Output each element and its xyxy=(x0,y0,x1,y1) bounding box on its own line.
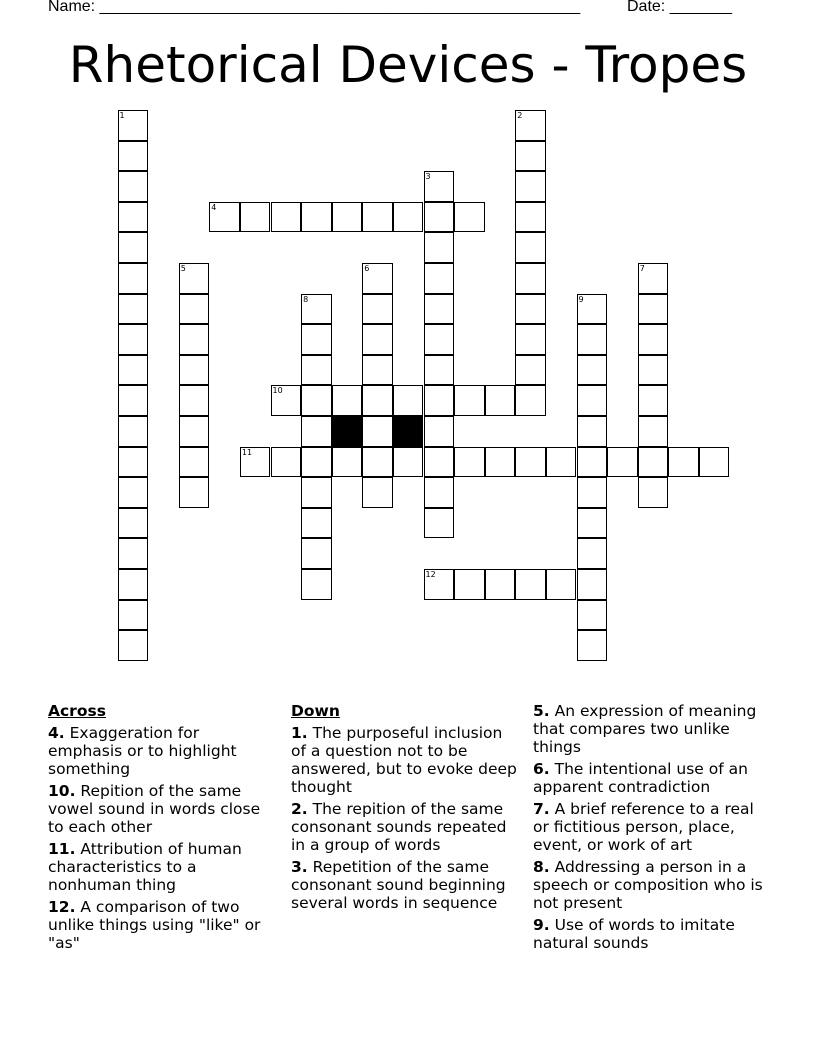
grid-cell[interactable] xyxy=(118,232,149,263)
grid-cell[interactable] xyxy=(362,294,393,325)
clue-number-label: 11 xyxy=(241,447,253,457)
grid-cell[interactable] xyxy=(118,294,149,325)
grid-cell[interactable] xyxy=(638,294,669,325)
clue-text: Addressing a person in a speech or composition who is not present xyxy=(533,858,763,912)
grid-cell[interactable] xyxy=(424,355,455,386)
black-cell xyxy=(332,416,363,447)
grid-cell[interactable] xyxy=(301,569,332,600)
grid-cell[interactable] xyxy=(424,171,455,202)
grid-cell[interactable] xyxy=(638,355,669,386)
grid-cell[interactable] xyxy=(362,385,393,416)
grid-cell[interactable] xyxy=(118,263,149,294)
grid-cell[interactable] xyxy=(118,110,149,141)
grid-cell[interactable] xyxy=(301,324,332,355)
grid-cell[interactable] xyxy=(179,294,210,325)
clue-number-label: 2 xyxy=(517,111,523,120)
grid-cell[interactable] xyxy=(118,171,149,202)
date-field[interactable]: Date: _______ xyxy=(627,0,732,15)
grid-cell[interactable] xyxy=(515,294,546,325)
across-heading: Across xyxy=(48,702,106,720)
clue-number: 7. xyxy=(533,800,550,818)
clue-number-label: 6 xyxy=(364,264,370,273)
clue-text: A brief reference to a real or fictitious person, place, event, or work of art xyxy=(533,800,754,854)
grid-cell[interactable] xyxy=(393,202,424,233)
grid-cell[interactable] xyxy=(454,202,485,233)
grid-cell[interactable] xyxy=(240,202,271,233)
grid-cell[interactable] xyxy=(699,447,730,478)
grid-cell[interactable] xyxy=(118,324,149,355)
clue-number-label: 3 xyxy=(425,172,431,182)
clue-number: 9. xyxy=(533,916,550,934)
grid-cell[interactable] xyxy=(301,477,332,508)
page-title: Rhetorical Devices - Tropes xyxy=(68,36,748,94)
clue-number: 5. xyxy=(533,702,550,720)
grid-cell[interactable] xyxy=(668,447,699,478)
grid-cell[interactable] xyxy=(515,263,546,294)
grid-cell[interactable] xyxy=(362,477,393,508)
grid-cell[interactable] xyxy=(118,355,149,386)
grid-cell[interactable] xyxy=(577,630,608,661)
grid-cell[interactable] xyxy=(301,416,332,447)
grid-cell[interactable] xyxy=(301,355,332,386)
grid-cell[interactable] xyxy=(271,385,302,416)
grid-cell[interactable] xyxy=(301,538,332,569)
clue-down-1 xyxy=(291,724,519,796)
grid-cell[interactable] xyxy=(546,447,577,478)
grid-cell[interactable] xyxy=(118,447,149,478)
grid-cell[interactable] xyxy=(362,447,393,478)
clue-number: 6. xyxy=(533,760,550,778)
grid-cell[interactable] xyxy=(515,110,546,141)
clue-text: The repition of the same consonant sounds repeated in a group of words xyxy=(291,800,507,854)
clue-text: The purposeful inclusion of a question not to be answered, but to evoke deep thought xyxy=(291,724,517,796)
grid-cell[interactable] xyxy=(577,477,608,508)
clue-down-9 xyxy=(533,916,773,952)
clue-number-label: 4 xyxy=(211,202,217,212)
grid-cell[interactable] xyxy=(515,569,546,600)
grid-cell[interactable] xyxy=(301,508,332,539)
grid-cell[interactable] xyxy=(424,263,455,294)
grid-cell[interactable] xyxy=(118,385,149,416)
grid-cell[interactable] xyxy=(118,538,149,569)
grid-cell[interactable] xyxy=(577,447,608,478)
clue-text: A comparison of two unlike things using "like" or "as" xyxy=(48,898,261,952)
grid-cell[interactable] xyxy=(209,202,240,233)
grid-cell[interactable] xyxy=(577,508,608,539)
grid-cell[interactable] xyxy=(179,385,210,416)
clue-number-label: 7 xyxy=(639,264,645,273)
clue-number-label: 12 xyxy=(425,570,436,579)
grid-cell[interactable] xyxy=(332,385,363,416)
grid-cell[interactable] xyxy=(577,385,608,416)
grid-cell[interactable] xyxy=(424,416,455,447)
across-clues xyxy=(48,702,278,956)
grid-cell[interactable] xyxy=(424,202,455,233)
grid-cell[interactable] xyxy=(393,447,424,478)
grid-cell[interactable] xyxy=(271,202,302,233)
grid-cell[interactable] xyxy=(332,447,363,478)
grid-cell[interactable] xyxy=(485,447,516,478)
down-clues xyxy=(291,702,519,916)
grid-cell[interactable] xyxy=(240,447,271,478)
grid-cell[interactable] xyxy=(638,263,669,294)
grid-cell[interactable] xyxy=(485,569,516,600)
down-clues-continued xyxy=(533,702,773,956)
grid-cell[interactable] xyxy=(118,569,149,600)
grid-cell[interactable] xyxy=(577,538,608,569)
clue-number: 4. xyxy=(48,724,65,742)
grid-cell[interactable] xyxy=(638,477,669,508)
grid-cell[interactable] xyxy=(515,385,546,416)
grid-cell[interactable] xyxy=(362,202,393,233)
clue-down-6 xyxy=(533,760,773,796)
grid-cell[interactable] xyxy=(332,202,363,233)
grid-cell[interactable] xyxy=(577,294,608,325)
grid-cell[interactable] xyxy=(179,355,210,386)
grid-cell[interactable] xyxy=(424,385,455,416)
grid-cell[interactable] xyxy=(454,569,485,600)
clue-across-10 xyxy=(48,782,278,836)
clue-number: 11. xyxy=(48,840,76,858)
grid-cell[interactable] xyxy=(362,416,393,447)
grid-cell[interactable] xyxy=(118,600,149,631)
grid-cell[interactable] xyxy=(118,141,149,172)
clue-down-8 xyxy=(533,858,773,912)
down-heading: Down xyxy=(291,702,340,720)
grid-cell[interactable] xyxy=(362,263,393,294)
clue-text: The intentional use of an apparent contradiction xyxy=(533,760,748,796)
grid-cell[interactable] xyxy=(577,569,608,600)
grid-cell[interactable] xyxy=(515,324,546,355)
grid-cell[interactable] xyxy=(607,447,638,478)
grid-cell[interactable] xyxy=(424,294,455,325)
grid-cell[interactable] xyxy=(424,569,455,600)
clue-text: An expression of meaning that compares two unlike things xyxy=(533,702,757,756)
grid-cell[interactable] xyxy=(301,385,332,416)
grid-cell[interactable] xyxy=(118,630,149,661)
grid-cell[interactable] xyxy=(362,324,393,355)
grid-cell[interactable] xyxy=(118,508,149,539)
grid-cell[interactable] xyxy=(515,355,546,386)
grid-cell[interactable] xyxy=(301,447,332,478)
grid-cell[interactable] xyxy=(179,324,210,355)
grid-cell[interactable] xyxy=(424,232,455,263)
clue-number: 1. xyxy=(291,724,308,742)
grid-cell[interactable] xyxy=(424,508,455,539)
grid-cell[interactable] xyxy=(454,447,485,478)
grid-cell[interactable] xyxy=(515,447,546,478)
grid-cell[interactable] xyxy=(515,141,546,172)
grid-cell[interactable] xyxy=(485,385,516,416)
clue-number-label: 5 xyxy=(180,264,186,273)
grid-cell[interactable] xyxy=(424,324,455,355)
grid-cell[interactable] xyxy=(577,416,608,447)
grid-cell[interactable] xyxy=(118,202,149,233)
clue-text: Exaggeration for emphasis or to highlight something xyxy=(48,724,237,778)
clue-number: 10. xyxy=(48,782,76,800)
grid-cell[interactable] xyxy=(393,385,424,416)
grid-cell[interactable] xyxy=(179,416,210,447)
clue-down-5 xyxy=(533,702,773,756)
clue-number-label: 8 xyxy=(303,294,309,304)
grid-cell[interactable] xyxy=(301,294,332,325)
clue-text: Use of words to imitate natural sounds xyxy=(533,916,735,952)
grid-cell[interactable] xyxy=(515,232,546,263)
grid-cell[interactable] xyxy=(638,447,669,478)
clue-text: Repition of the same vowel sound in words close to each other xyxy=(48,782,261,836)
clue-number: 2. xyxy=(291,800,308,818)
grid-cell[interactable] xyxy=(118,416,149,447)
name-field[interactable]: Name: ______________________________________________________ xyxy=(48,0,581,15)
grid-cell[interactable] xyxy=(179,477,210,508)
grid-cell[interactable] xyxy=(577,600,608,631)
grid-cell[interactable] xyxy=(546,569,577,600)
grid-cell[interactable] xyxy=(515,171,546,202)
grid-cell[interactable] xyxy=(362,355,393,386)
grid-cell[interactable] xyxy=(638,385,669,416)
clue-number: 8. xyxy=(533,858,550,876)
grid-cell[interactable] xyxy=(118,477,149,508)
grid-cell[interactable] xyxy=(424,447,455,478)
grid-cell[interactable] xyxy=(424,477,455,508)
clue-down-7 xyxy=(533,800,773,854)
clue-text: Repetition of the same consonant sound beginning several words in sequence xyxy=(291,858,506,912)
clue-number-label: 9 xyxy=(578,294,584,304)
clue-number-label: 1 xyxy=(119,111,125,120)
grid-cell[interactable] xyxy=(515,202,546,233)
clue-across-4 xyxy=(48,724,278,778)
clue-text: Attribution of human characteristics to a nonhuman thing xyxy=(48,840,242,894)
clue-down-2 xyxy=(291,800,519,854)
grid-cell[interactable] xyxy=(301,202,332,233)
grid-cell[interactable] xyxy=(179,447,210,478)
clue-number-label: 10 xyxy=(272,386,283,396)
grid-cell[interactable] xyxy=(271,447,302,478)
grid-cell[interactable] xyxy=(638,416,669,447)
clue-down-3 xyxy=(291,858,519,912)
black-cell xyxy=(393,416,424,447)
grid-cell[interactable] xyxy=(179,263,210,294)
grid-cell[interactable] xyxy=(577,355,608,386)
clue-number: 3. xyxy=(291,858,308,876)
grid-cell[interactable] xyxy=(454,385,485,416)
grid-cell[interactable] xyxy=(638,324,669,355)
clue-across-12 xyxy=(48,898,278,952)
clue-number: 12. xyxy=(48,898,76,916)
grid-cell[interactable] xyxy=(577,324,608,355)
clue-across-11 xyxy=(48,840,278,894)
